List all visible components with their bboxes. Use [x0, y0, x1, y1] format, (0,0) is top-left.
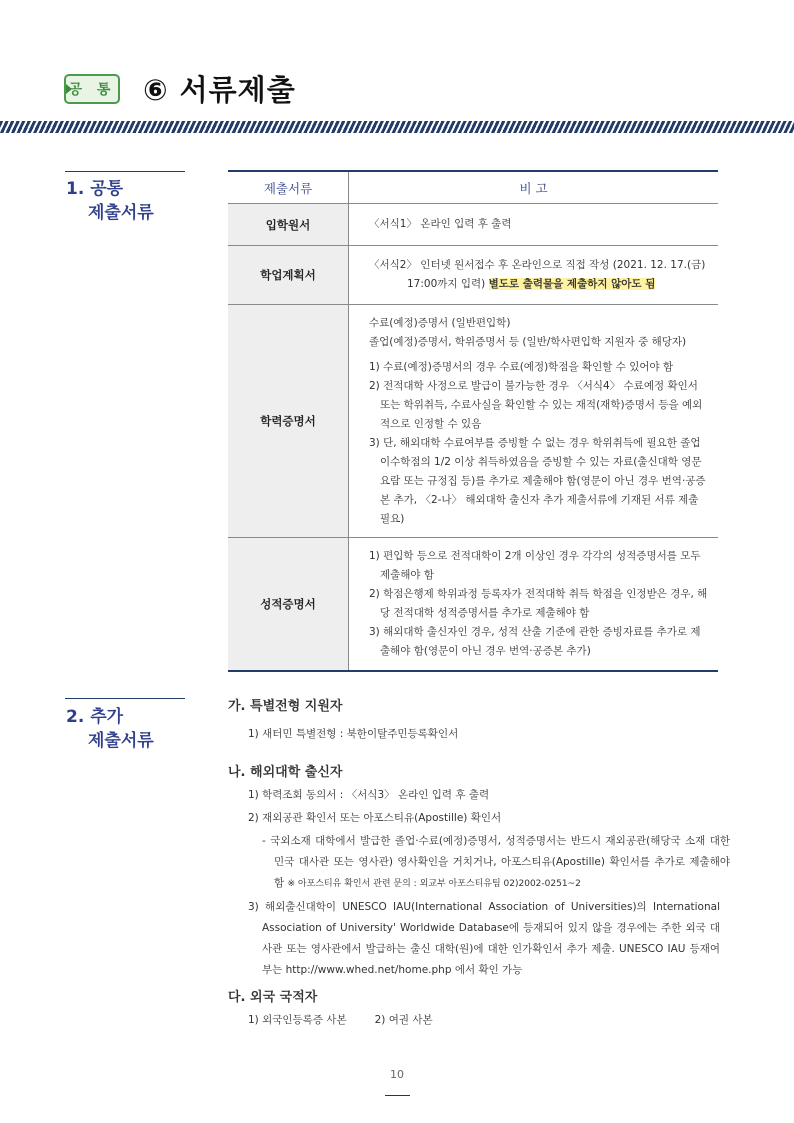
doc-note	[349, 538, 719, 671]
page-title: ⑥ 서류제출	[143, 73, 296, 107]
list-item: 2) 재외공관 확인서 또는 아포스티유(Apostille) 확인서	[248, 812, 502, 824]
section-1-title-line2: 제출서류	[88, 203, 154, 223]
doc-note	[349, 305, 719, 538]
badge-label: 공 통	[68, 82, 116, 98]
doc-name: 학업계획서	[228, 246, 349, 305]
note-item: 1) 편입학 등으로 전적대학이 2개 이상인 경우 각각의 성적증명서를 모두 제출해야 함	[369, 549, 701, 581]
highlighted-note: 별도로 출력물을 제출하지 않아도 됨	[488, 278, 656, 290]
documents-table	[228, 170, 718, 672]
note-item: 3) 해외대학 출신자인 경우, 성적 산출 기준에 관한 증빙자료를 추가로 제출해야 함(영문이 아닌 경우 번역·공증본 추가)	[369, 625, 701, 657]
list-item: 1) 새터민 특별전형 : 북한이탈주민등록확인서	[248, 728, 459, 740]
list-item: 1) 학력조회 동의서 : 〈서식3〉 온라인 입력 후 출력	[248, 789, 490, 801]
list-item	[248, 897, 720, 981]
note-text: 졸업(예정)증명서, 학위증명서 등 (일반/학사편입학 지원자 중 해당자)	[369, 335, 687, 348]
table-row	[228, 204, 718, 246]
table-row	[228, 246, 718, 305]
section-badge	[64, 74, 120, 104]
doc-name: 입학원서	[228, 204, 349, 246]
note-text: 〈서식2〉 인터넷 원서접수 후 온라인으로 직접 작성 (2021. 12. 17.(금)	[369, 259, 706, 271]
note-item: 2) 전적대학 사정으로 발급이 불가능한 경우 〈서식4〉 수료예정 확인서 또는 학위취득, 수료사실을 확인할 수 있는 재적(재학)증명서 등을 예외적으로 인정할 수 있음	[369, 379, 703, 430]
table-row	[228, 538, 718, 671]
dash-item	[262, 831, 730, 895]
page-number: 10	[390, 1068, 404, 1081]
subsection-overseas: 나. 해외대학 출신자	[228, 765, 343, 780]
list-item-text: 1) 외국인등록증 사본	[248, 1014, 347, 1026]
section-2-rule	[65, 698, 185, 699]
list-item	[248, 1010, 720, 1031]
doc-note	[349, 204, 719, 246]
table-row	[228, 305, 718, 538]
note-text: 17:00까지 입력)	[407, 278, 486, 290]
note-text: 수료(예정)증명서 (일반편입학)	[369, 316, 511, 329]
doc-name: 학력증명서	[228, 305, 349, 538]
subsection-foreign: 다. 외국 국적자	[228, 990, 318, 1005]
subsection-special: 가. 특별전형 지원자	[228, 699, 343, 714]
note-item: 2) 학점은행제 학위과정 등록자가 전적대학 취득 학점을 인정받은 경우, 해당 전적대학 성적증명서를 추가로 제출해야 함	[369, 587, 708, 619]
inquiry-note: ※ 아포스티유 확인서 관련 문의 : 외교부 아포스티유팀 02)2002-0251~2	[287, 879, 581, 889]
table-header-row	[228, 171, 718, 204]
section-2-title	[66, 705, 154, 753]
section-1-title-line1: 1. 공통	[66, 179, 124, 199]
section-2-title-line1: 2. 추가	[66, 707, 124, 727]
page-number-rule	[385, 1095, 410, 1096]
header-documents: 제출서류	[228, 171, 349, 204]
list-item-text: 2) 여권 사본	[374, 1014, 433, 1026]
list-item-text: 3) 해외출신대학이 UNESCO IAU(International Association of Universities)의 International Association of University' Worldwide Database에 등재되어 있지 않을 경우에는 주한 외국 대사관 또는 영사관에서 발급하는 출신 대학(원)에 대한 인가확인서 추가 제출. UNESCO IAU 등재여부는 http://www.whed.net/home.php 에서 확인 가능	[248, 901, 720, 976]
note-text: 〈서식1〉 온라인 입력 후 출력	[369, 218, 512, 230]
header-stripe-divider	[0, 121, 794, 133]
section-2-title-line2: 제출서류	[88, 731, 154, 751]
header-remarks: 비 고	[349, 171, 719, 204]
dash-text: - 국외소재 대학에서 발급한 졸업·수료(예정)증명서, 성적증명서는 반드시 재외공관(해당국 소재 대한민국 대사관 또는 영사관) 영사확인을 거치거나, 아포스티유(Apostille) 확인서를 추가로 제출해야 함	[262, 835, 730, 889]
doc-note	[349, 246, 719, 305]
note-item: 3) 단, 해외대학 수료여부를 증빙할 수 없는 경우 학위취득에 필요한 졸업이수학점의 1/2 이상 취득하였음을 증빙할 수 있는 자료(출신대학 영문요람 또는 규정집 등)를 추가로 제출해야 함(영문이 아닌 경우 번역·공증본 추가, 〈2-나〉 해외대학 출신자 추가 제출서류에 기재된 서류 제출필요)	[369, 436, 706, 525]
section-1-title	[66, 177, 154, 225]
doc-name: 성적증명서	[228, 538, 349, 671]
triangle-arrow-icon	[66, 84, 72, 94]
section-1-rule	[65, 171, 185, 172]
note-item: 1) 수료(예정)증명서의 경우 수료(예정)학점을 확인할 수 있어야 함	[369, 360, 674, 373]
note-text-cont	[369, 275, 708, 294]
